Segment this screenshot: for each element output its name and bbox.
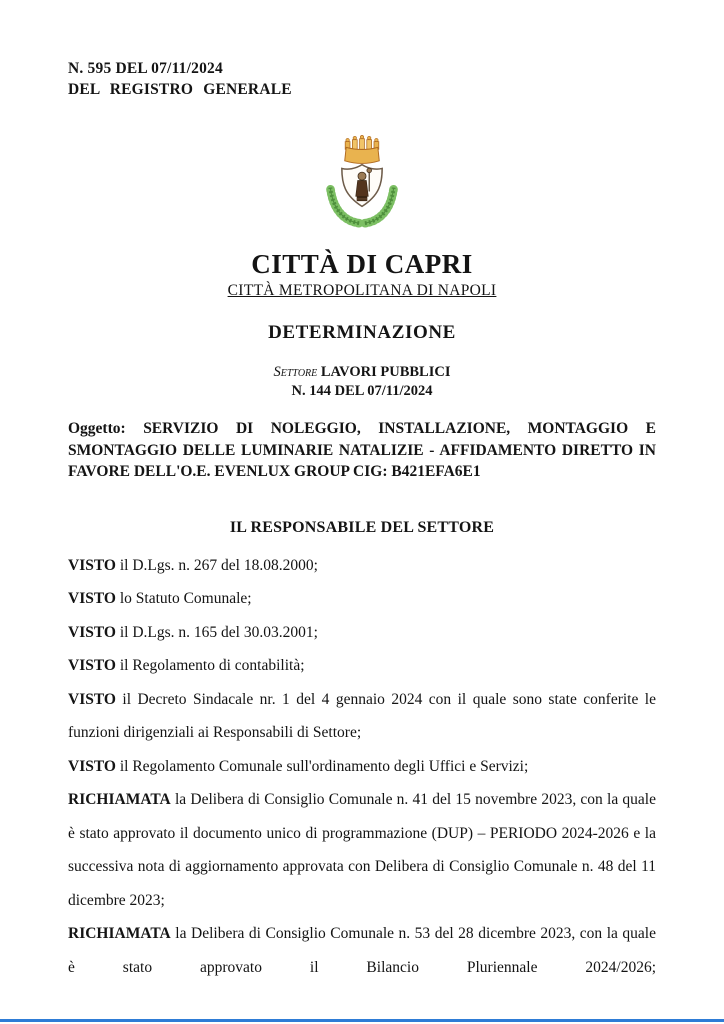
document-type-title: DETERMINAZIONE: [268, 322, 456, 343]
paragraph-lead: VISTO: [68, 590, 116, 607]
paragraph-lead: VISTO: [68, 657, 116, 674]
metropolitan-subtitle: CITTÀ METROPOLITANA DI NAPOLI: [227, 282, 497, 299]
paragraph-lead: VISTO: [68, 757, 116, 775]
registry-label: DEL REGISTRO GENERALE: [68, 81, 292, 98]
city-title: CITTÀ DI CAPRI: [251, 249, 473, 279]
capri-crest-icon: [314, 132, 410, 228]
paragraph-lead: RICHIAMATA: [68, 791, 171, 808]
paragraph: VISTO il D.Lgs. n. 267 del 18.08.2000;: [68, 556, 318, 574]
paragraph: VISTO il Regolamento Comunale sull'ordinamento degli Uffici e Servizi;: [68, 757, 529, 775]
paragraph: RICHIAMATA la Delibera di Consiglio Comunale n. 53 del 28 dicembre 2023, con la quale è stato approvato il Bilancio Pluriennale 2024/2026;: [68, 925, 656, 976]
subject-text: SERVIZIO DI NOLEGGIO, INSTALLAZIONE, MONTAGGIO E SMONTAGGIO DELLE LUMINARIE NATALIZIE - AFFIDAMENTO DIRETTO IN FAVORE DELL'O.E. EVENLUX GROUP CIG: B421EFA6E1: [68, 420, 656, 480]
crown-icon: [345, 135, 380, 163]
settore-line: [68, 364, 656, 381]
footer-rule: [0, 1019, 724, 1022]
paragraph-lead: VISTO: [68, 690, 116, 708]
coat-of-arms: [68, 132, 656, 230]
body-paragraphs: [68, 549, 656, 985]
settore-label: Settore: [273, 364, 318, 380]
subject-paragraph: [68, 418, 656, 483]
subject-label: Oggetto:: [68, 420, 126, 437]
settore-value: LAVORI PUBBLICI: [320, 364, 451, 380]
paragraph: VISTO il D.Lgs. n. 165 del 30.03.2001;: [68, 623, 318, 641]
section-heading: IL RESPONSABILE DEL SETTORE: [229, 518, 495, 536]
paragraph: RICHIAMATA la Delibera di Consiglio Comunale n. 41 del 15 novembre 2023, con la quale è stato approvato il documento unico di programmazione (DUP) – PERIODO 2024-2026 e la successiva nota di aggiornamento approvata con Delibera di Consiglio Comunale n. 48 del 11 dicembre 2023;: [68, 791, 656, 909]
registry-number: N. 595 DEL 07/11/2024: [68, 60, 223, 77]
paragraph-lead: VISTO: [68, 556, 116, 574]
paragraph: VISTO lo Statuto Comunale;: [68, 590, 252, 607]
paragraph: VISTO il Decreto Sindacale nr. 1 del 4 gennaio 2024 con il quale sono state conferite le funzioni dirigenziali ai Responsabili di Settore;: [68, 690, 656, 741]
determination-number: N. 144 DEL 07/11/2024: [291, 383, 433, 399]
paragraph: VISTO il Regolamento di contabilità;: [68, 657, 305, 674]
paragraph-lead: RICHIAMATA: [68, 925, 171, 942]
paragraph-lead: VISTO: [68, 623, 116, 641]
registry-header: [68, 58, 656, 100]
